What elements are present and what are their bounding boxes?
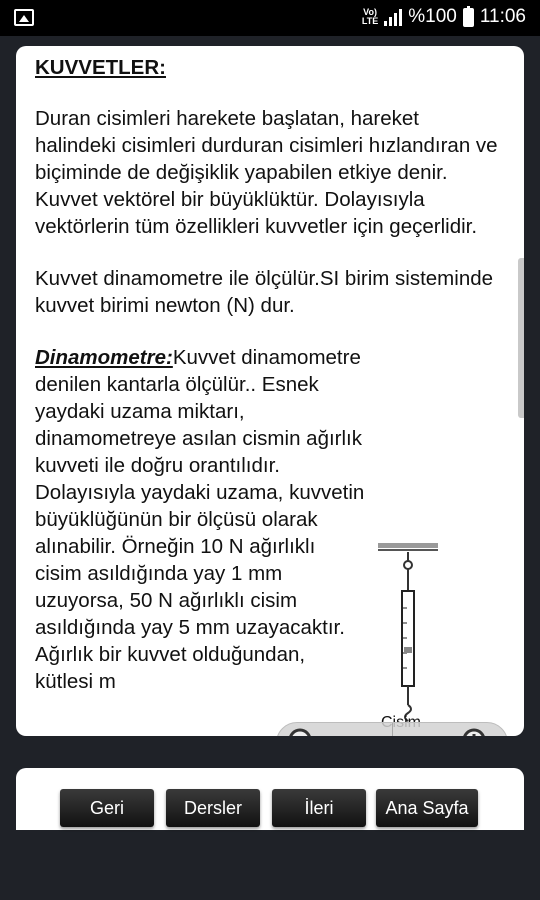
- paragraph-definition: Duran cisimleri harekete başlatan, hareket halindeki cisimleri durduran cisimleri hızlandıran ve biçiminde de değişiklik yapabilen etkiye denir.: [35, 107, 498, 184]
- lessons-button[interactable]: Dersler: [166, 789, 260, 827]
- zoom-out-icon: [287, 727, 321, 736]
- content-card[interactable]: [16, 46, 524, 736]
- paragraph-unit: Kuvvet dinamometre ile ölçülür.SI birim sisteminde kuvvet birimi newton (N) dur.: [35, 267, 494, 317]
- zoom-in-button[interactable]: [392, 723, 508, 736]
- volte-icon: Vo) LTE: [361, 7, 379, 26]
- clock: 11:06: [479, 6, 526, 27]
- back-button[interactable]: Geri: [60, 789, 154, 827]
- dynamometer-figure: [376, 543, 446, 736]
- notification-area: [14, 9, 34, 26]
- battery-icon: [463, 8, 474, 27]
- status-bar: [0, 0, 540, 36]
- dynamometer-text: Kuvvet dinamometre denilen kantarla ölçülür.. Esnek yaydaki uzama miktarı, dinamometreye asılan cismin ağırlık kuvveti ile doğru orantılıdır. Dolayısıyla yaydaki uzama, kuvvetin büyüklüğünün bir ölçüsü olarak alınabilir. Örneğin 10 N ağırlıklı cisim asıldığında yay 1 mm uzuyorsa, 50 N ağırlıklı cisim asıldığında yay 5 mm uzayacaktır. Ağırlık bir kuvvet olduğundan, kütlesi m: [35, 346, 365, 693]
- signal-icon: [384, 8, 402, 26]
- home-button[interactable]: Ana Sayfa: [376, 789, 478, 827]
- article-title: KUVVETLER:: [35, 56, 166, 79]
- next-button[interactable]: İleri: [272, 789, 366, 827]
- term-dynamometer: Dinamometre:: [35, 346, 173, 369]
- dynamometer-section: [35, 344, 365, 695]
- zoom-control: [276, 722, 508, 736]
- system-indicators: [362, 6, 526, 28]
- image-notification-icon: [14, 9, 34, 26]
- scrollbar[interactable]: [518, 258, 524, 418]
- zoom-out-button[interactable]: [277, 723, 392, 736]
- battery-percent: %100: [408, 6, 457, 27]
- zoom-in-icon: [461, 727, 495, 736]
- paragraph-vector: Kuvvet vektörel bir büyüklüktür. Dolayısıyla vektörlerin tüm özellikleri kuvvetler için geçerlidir.: [35, 188, 478, 238]
